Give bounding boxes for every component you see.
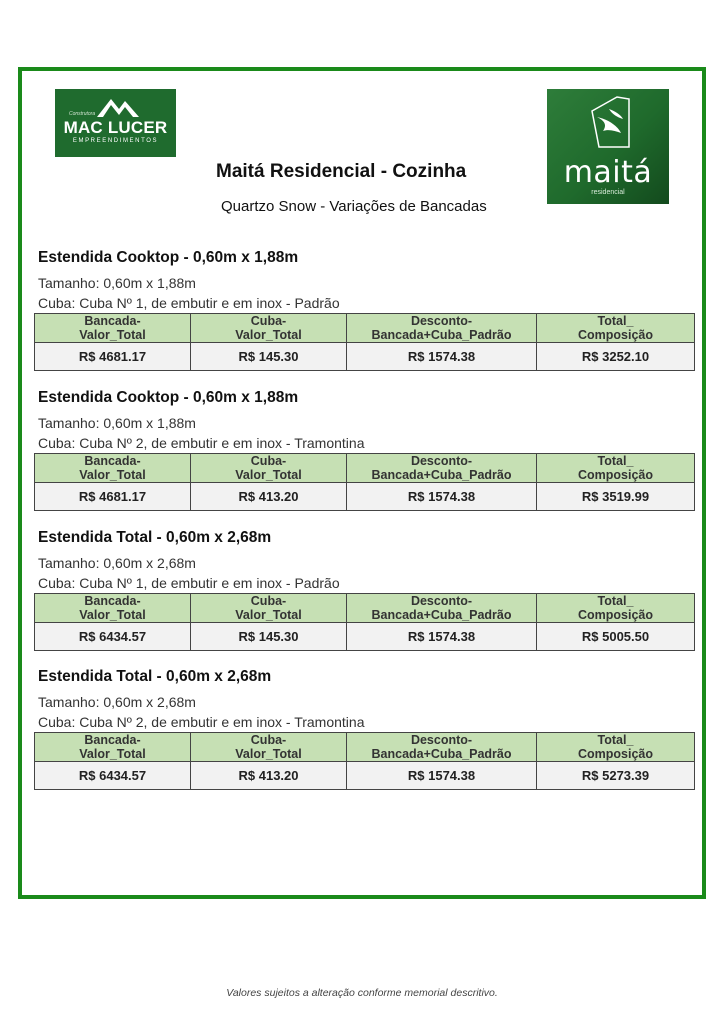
price-table — [34, 453, 695, 511]
cell-total-value: R$ 3252.10 — [537, 343, 695, 371]
header-total: Total_ Composição — [537, 733, 695, 762]
header-cuba: Cuba- Valor_Total — [191, 594, 347, 623]
logo-left-sub: EMPREENDIMENTOS — [72, 138, 159, 144]
cell-total-value: R$ 5273.39 — [537, 762, 695, 790]
section-cuba: Cuba: Cuba Nº 1, de embutir e em inox - Padrão — [38, 295, 340, 311]
section-cuba: Cuba: Cuba Nº 2, de embutir e em inox - Tramontina — [38, 435, 365, 451]
header-cuba: Cuba- Valor_Total — [191, 454, 347, 483]
section-heading: Estendida Total - 0,60m x 2,68m — [38, 668, 272, 685]
table-row — [35, 343, 695, 371]
header-desconto: Desconto- Bancada+Cuba_Padrão — [347, 454, 537, 483]
price-table — [34, 732, 695, 790]
header-total: Total_ Composição — [537, 594, 695, 623]
cell-cuba-value: R$ 413.20 — [191, 762, 347, 790]
header-bancada: Bancada- Valor_Total — [35, 454, 191, 483]
header-bancada: Bancada- Valor_Total — [35, 733, 191, 762]
header-desconto: Desconto- Bancada+Cuba_Padrão — [347, 594, 537, 623]
cell-bancada-value: R$ 6434.57 — [35, 762, 191, 790]
section-cuba: Cuba: Cuba Nº 2, de embutir e em inox - Tramontina — [38, 714, 365, 730]
maita-logo — [547, 89, 669, 204]
footer-disclaimer: Valores sujeitos a alteração conforme memorial descritivo. — [226, 987, 498, 999]
header-bancada: Bancada- Valor_Total — [35, 314, 191, 343]
header-total: Total_ Composição — [537, 454, 695, 483]
header-desconto: Desconto- Bancada+Cuba_Padrão — [347, 314, 537, 343]
header-cuba: Cuba- Valor_Total — [191, 733, 347, 762]
cell-desconto-value: R$ 1574.38 — [347, 623, 537, 651]
table-row — [35, 762, 695, 790]
cell-bancada-value: R$ 6434.57 — [35, 623, 191, 651]
cell-cuba-value: R$ 145.30 — [191, 343, 347, 371]
section-size: Tamanho: 0,60m x 1,88m — [38, 275, 196, 291]
cell-desconto-value: R$ 1574.38 — [347, 483, 537, 511]
header-total: Total_ Composição — [537, 314, 695, 343]
price-table — [34, 313, 695, 371]
page-subtitle: Quartzo Snow - Variações de Bancadas — [221, 198, 487, 215]
cell-bancada-value: R$ 4681.17 — [35, 483, 191, 511]
table-row — [35, 623, 695, 651]
section-size: Tamanho: 0,60m x 2,68m — [38, 694, 196, 710]
header-desconto: Desconto- Bancada+Cuba_Padrão — [347, 733, 537, 762]
logo-right-main: maitá — [563, 155, 653, 190]
table-header-row — [35, 594, 695, 623]
page-title: Maitá Residencial - Cozinha — [216, 161, 467, 182]
table-header-row — [35, 454, 695, 483]
table-row — [35, 483, 695, 511]
logo-left-main: MAC LUCER — [63, 118, 168, 137]
cell-cuba-value: R$ 145.30 — [191, 623, 347, 651]
logo-right-sub: residencial — [591, 189, 625, 196]
price-table — [34, 593, 695, 651]
mac-lucer-logo — [55, 89, 176, 157]
cell-desconto-value: R$ 1574.38 — [347, 343, 537, 371]
section-cuba: Cuba: Cuba Nº 1, de embutir e em inox - Padrão — [38, 575, 340, 591]
cell-total-value: R$ 5005.50 — [537, 623, 695, 651]
cell-total-value: R$ 3519.99 — [537, 483, 695, 511]
cell-desconto-value: R$ 1574.38 — [347, 762, 537, 790]
cell-cuba-value: R$ 413.20 — [191, 483, 347, 511]
table-header-row — [35, 733, 695, 762]
table-header-row — [35, 314, 695, 343]
section-heading: Estendida Total - 0,60m x 2,68m — [38, 529, 272, 546]
section-size: Tamanho: 0,60m x 1,88m — [38, 415, 196, 431]
section-size: Tamanho: 0,60m x 2,68m — [38, 555, 196, 571]
section-heading: Estendida Cooktop - 0,60m x 1,88m — [38, 249, 299, 266]
cell-bancada-value: R$ 4681.17 — [35, 343, 191, 371]
logo-left-small: Construtora — [69, 111, 96, 117]
header-cuba: Cuba- Valor_Total — [191, 314, 347, 343]
section-heading: Estendida Cooktop - 0,60m x 1,88m — [38, 389, 299, 406]
header-bancada: Bancada- Valor_Total — [35, 594, 191, 623]
